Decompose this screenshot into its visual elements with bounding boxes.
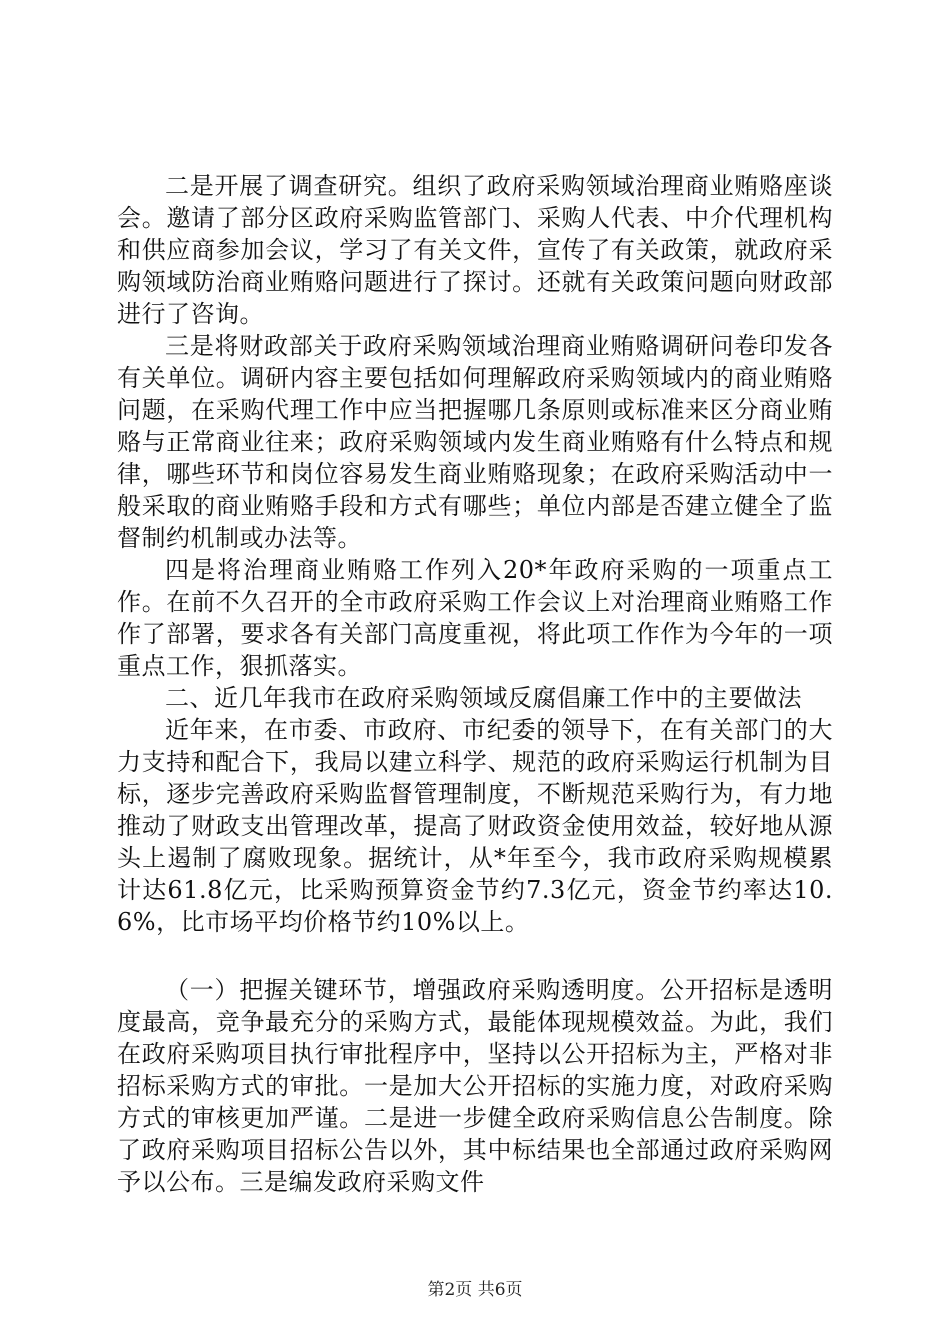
paragraph-transparency: （一）把握关键环节，增强政府采购透明度。公开招标是透明度最高，竞争最充分的采购方式，最能体现规模效益。为此，我们在政府采购项目执行审批程序中，坚持以公开招标为主，严格对非招标采购方式的审批。一是加大公开招标的实施力度，对政府采购方式的审核更加严谨。二是进一步健全政府采购信息公告制度。除了政府采购项目招标公告以外，其中标结果也全部通过政府采购网予以公布。三是编发政府采购文件: [117, 976, 833, 1196]
document-body: [117, 170, 833, 1198]
paragraph-recent-years: 近年来，在市委、市政府、市纪委的领导下，在有关部门的大力支持和配合下，我局以建立科学、规范的政府采购运行机制为目标，逐步完善政府采购监督管理制度，不断规范采购行为，有力地推动了财政支出管理改革，提高了财政资金使用效益，较好地从源头上遏制了腐败现象。据统计，从*年至今，我市政府采购规模累计达61.8亿元，比采购预算资金节约7.3亿元，资金节约率达10.6%，比市场平均价格节约10%以上。: [117, 716, 833, 936]
paragraph-survey-research: 二是开展了调查研究。组织了政府采购领域治理商业贿赂座谈会。邀请了部分区政府采购监管部门、采购人代表、中介代理机构和供应商参加会议，学习了有关文件，宣传了有关政策，就政府采购领域防治商业贿赂问题进行了探讨。还就有关政策问题向财政部进行了咨询。: [117, 172, 833, 328]
paragraph-questionnaire: 三是将财政部关于政府采购领域治理商业贿赂调研问卷印发各有关单位。调研内容主要包括如何理解政府采购领域内的商业贿赂问题，在采购代理工作中应当把握哪几条原则或标准来区分商业贿赂与正常商业往来；政府采购领域内发生商业贿赂有什么特点和规律，哪些环节和岗位容易发生商业贿赂现象；在政府采购活动中一般采取的商业贿赂手段和方式有哪些；单位内部是否建立健全了监督制约机制或办法等。: [117, 332, 833, 552]
paragraph-key-work: 四是将治理商业贿赂工作列入20*年政府采购的一项重点工作。在前不久召开的全市政府采购工作会议上对治理商业贿赂工作作了部署，要求各有关部门高度重视，将此项工作作为今年的一项重点工作，狠抓落实。: [117, 556, 833, 680]
page-number-footer: 第2页 共6页: [427, 1280, 523, 1300]
section-heading-main-practices: 二、近几年我市在政府采购领域反腐倡廉工作中的主要做法: [165, 684, 802, 712]
